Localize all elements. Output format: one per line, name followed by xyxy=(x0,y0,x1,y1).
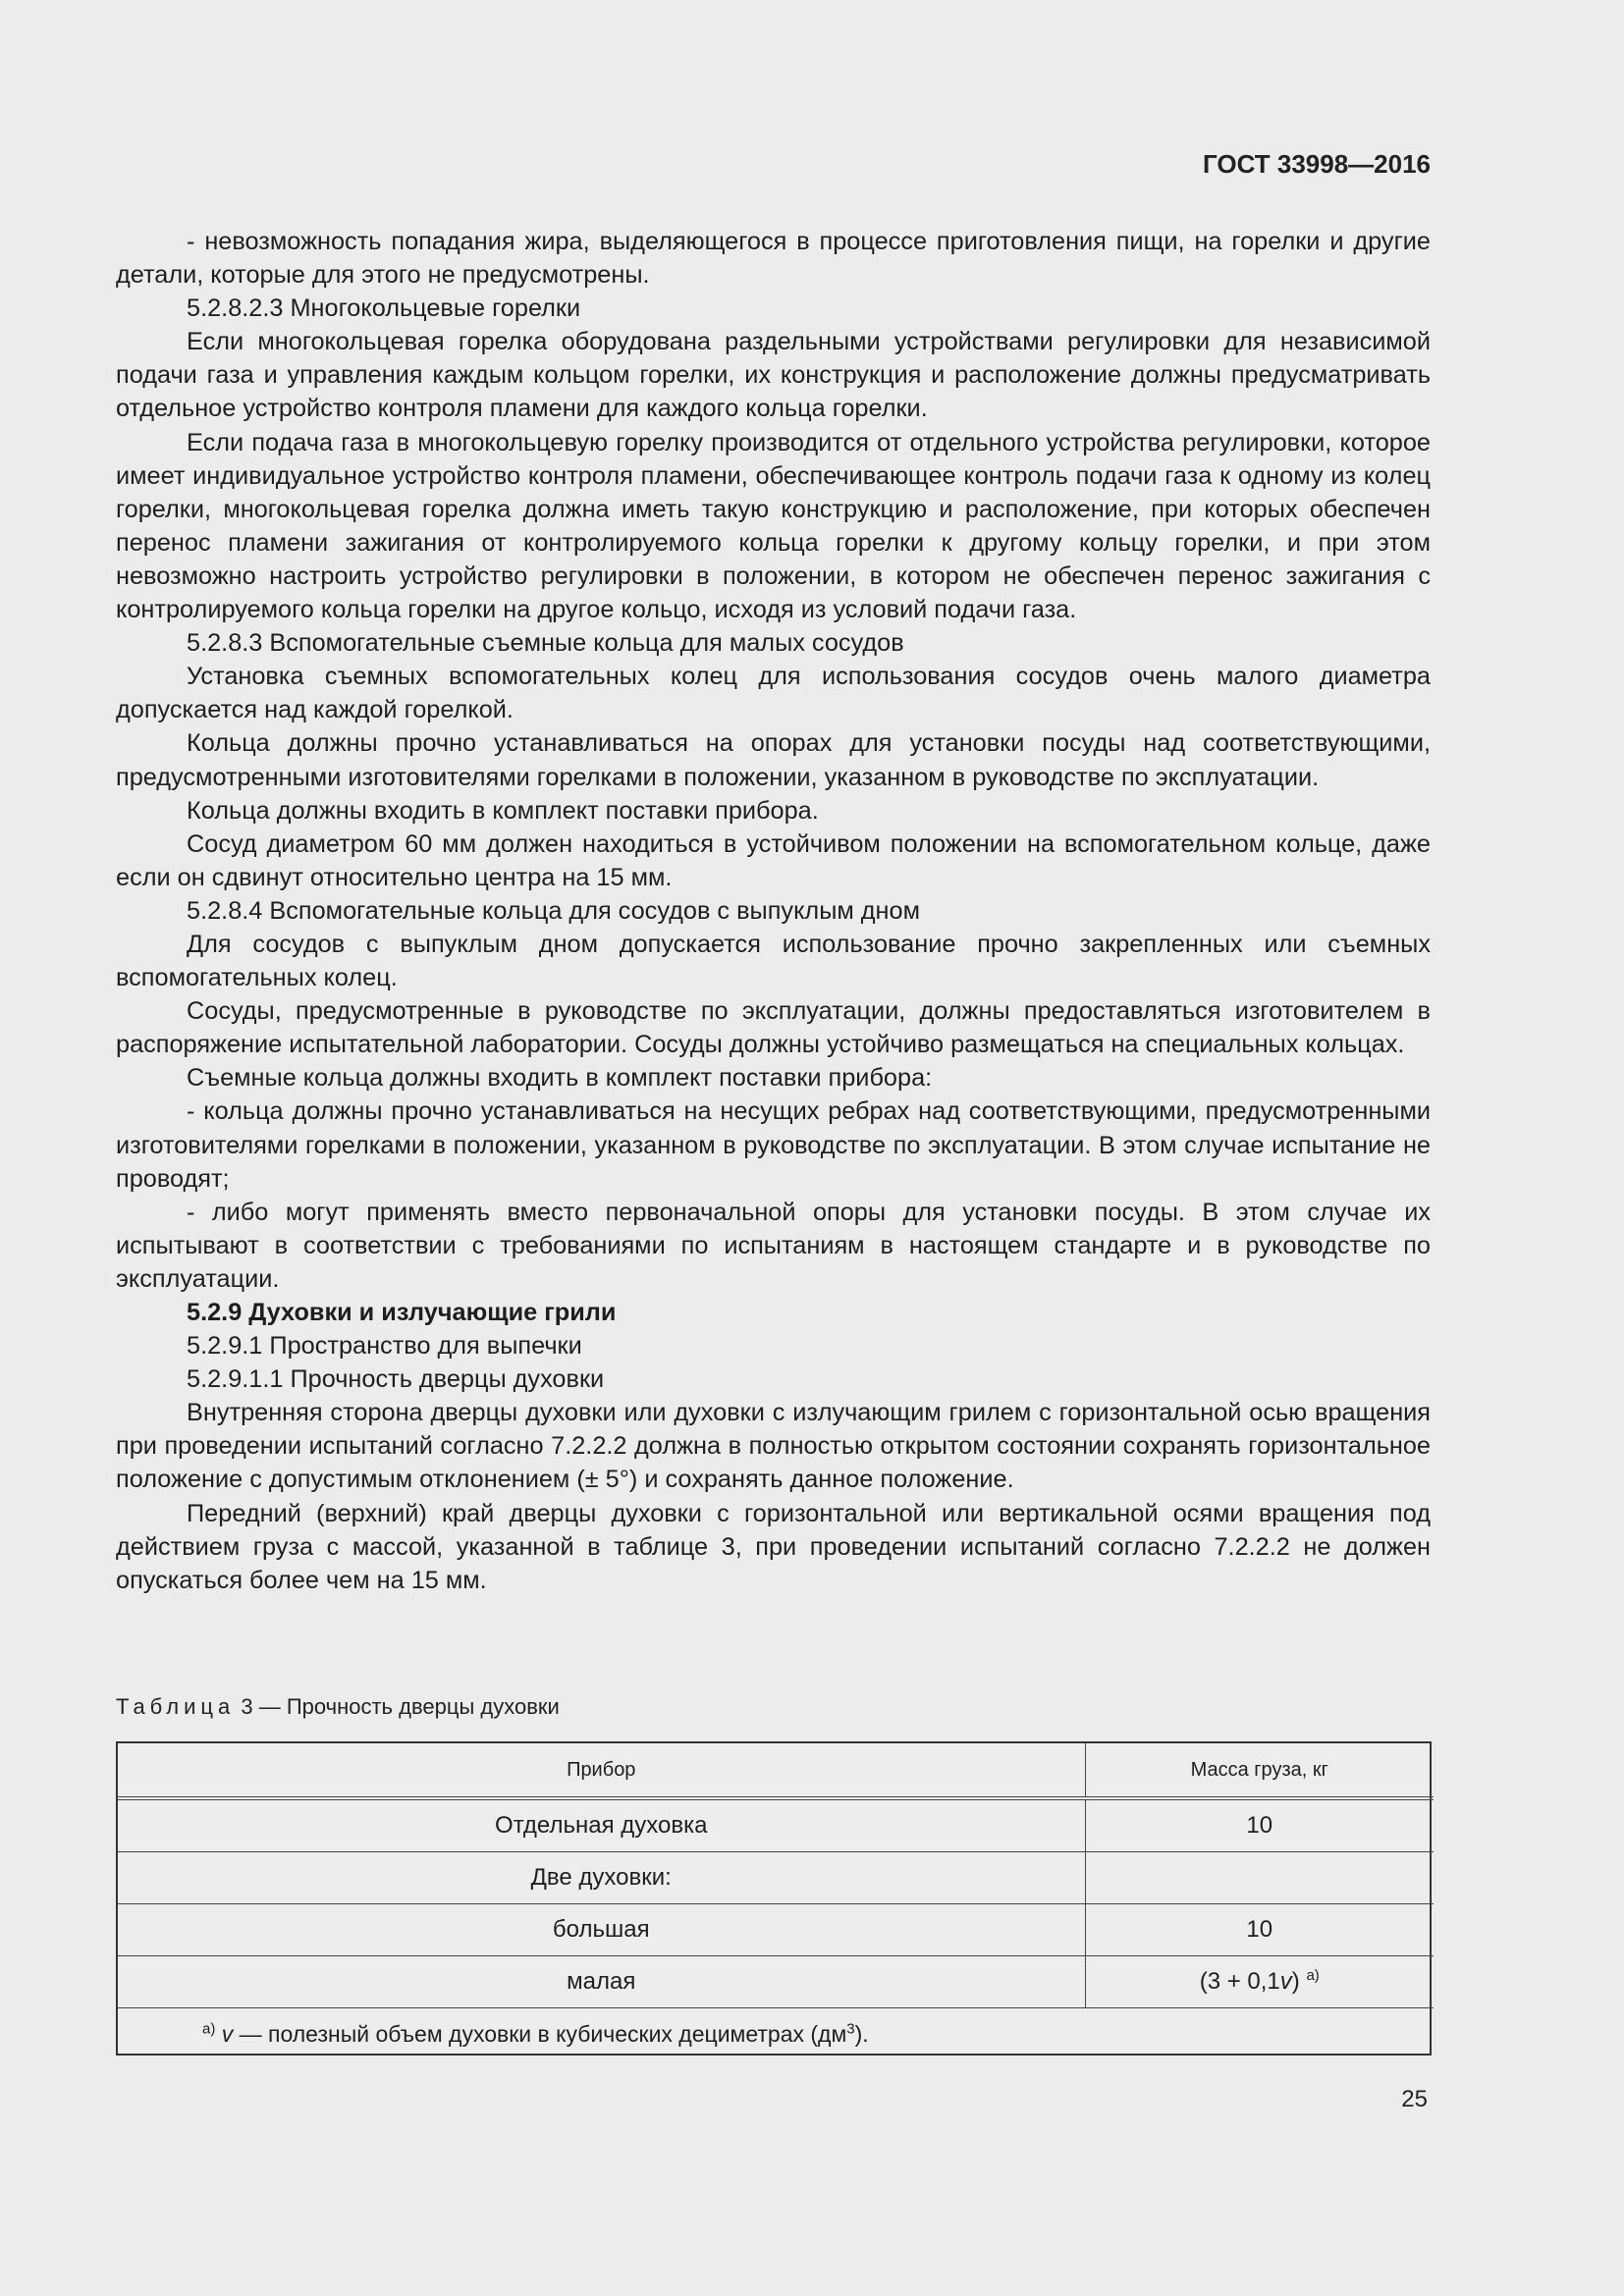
paragraph-vessels-lab: Сосуды, предусмотренные в руководстве по эксплуатации, должны предоставляться изготовителем в распоряжение испытательной лаборатории. Сосуды должны устойчиво размещаться на специальных кольцах. xyxy=(116,997,1431,1059)
table-cell-mass-formula xyxy=(1085,1956,1434,2008)
table-cell-mass: 10 xyxy=(1085,1798,1434,1852)
table-row xyxy=(118,1798,1434,1852)
paragraph-rings-ribs: - кольца должны прочно устанавливаться на несущих ребрах над соответствующими, предусмотренными изготовителями горелками в положении, указанном в руководстве по эксплуатации. В этом случае испытание не проводят; xyxy=(116,1097,1431,1193)
formula-open: (3 + 0,1 xyxy=(1199,1968,1280,1995)
table-footnote-row xyxy=(118,2008,1434,2060)
table-cell-mass xyxy=(1085,1852,1434,1904)
table-cell-device: малая xyxy=(118,1956,1085,2008)
paragraph-vessel-60mm: Сосуд диаметром 60 мм должен находиться в устойчивом положении на вспомогательном кольце, даже если он сдвинут относительно центра на 15 мм. xyxy=(116,829,1431,891)
table-row xyxy=(118,1852,1434,1904)
heading-5-2-9-1: 5.2.9.1 Пространство для выпечки xyxy=(187,1332,582,1361)
table-caption xyxy=(116,1692,560,1722)
footnote-unit-power: 3 xyxy=(846,2019,855,2037)
heading-5-2-8-3: 5.2.8.3 Вспомогательные съемные кольца для малых сосудов xyxy=(187,629,904,658)
paragraph-door-load: Передний (верхний) край дверцы духовки с горизонтальной или вертикальной осями вращения под действием груза с массой, указанной в таблице 3, при проведении испытаний согласно 7.2.2.2 не должен опускаться более чем на 15 мм. xyxy=(116,1499,1431,1594)
table-cell-mass: 10 xyxy=(1085,1904,1434,1956)
formula-close: ) xyxy=(1291,1968,1300,1995)
footnote-end: ). xyxy=(854,2020,869,2047)
paragraph-single-control: Если подача газа в многокольцевую горелку производится от отдельного устройства регулировки, которое имеет индивидуальное устройство контроля пламени, обеспечивающее контроль подачи газа к одному из колец горелки, многокольцевая горелка должна иметь такую конструкцию и расположение, при которых обеспечен перенос пламени зажигания от контролируемого кольца горелки к другому кольцу горелки, и при этом невозможно настроить устройство регулировки в положении, в котором не обеспечен перенос зажигания с контролируемого кольца горелки на другое кольцо, исходя из условий подачи газа. xyxy=(116,428,1431,624)
table-row xyxy=(118,1956,1434,2008)
table-cell-device: большая xyxy=(118,1904,1085,1956)
heading-5-2-8-4: 5.2.8.4 Вспомогательные кольца для сосудов с выпуклым дном xyxy=(187,896,920,925)
footnote-text: — полезный объем духовки в кубических дециметрах (дм xyxy=(233,2020,847,2047)
footnote-mark: a) xyxy=(202,2019,216,2037)
oven-door-table xyxy=(116,1741,1432,2056)
table-footnote xyxy=(118,2008,1434,2060)
paragraph-grease-note: - невозможность попадания жира, выделяющегося в процессе приготовления пищи, на горелки и другие детали, которые для этого не предусмотрены. xyxy=(116,228,1431,290)
heading-5-2-9-1-1: 5.2.9.1.1 Прочность дверцы духовки xyxy=(187,1365,605,1394)
table-caption-label: Таблица xyxy=(116,1694,236,1719)
paragraph-removable-rings: Съемные кольца должны входить в комплект поставки прибора: xyxy=(187,1064,933,1093)
document-code: ГОСТ 33998—2016 xyxy=(1203,149,1431,179)
page-number: 25 xyxy=(1401,2086,1428,2112)
heading-5-2-8-2-3: 5.2.8.2.3 Многокольцевые горелки xyxy=(187,294,581,323)
table-caption-text: 3 — Прочность дверцы духовки xyxy=(235,1694,560,1719)
body-text xyxy=(116,225,1431,1597)
paragraph-rings-replace: - либо могут применять вместо первоначальной опоры для установки посуды. В этом случае их испытывают в соответствии с требованиями по испытаниям в настоящем стандарте и в руководстве по эксплуатации. xyxy=(116,1198,1431,1293)
heading-5-2-9: 5.2.9 Духовки и излучающие грили xyxy=(187,1299,617,1326)
paragraph-separate-control: Если многокольцевая горелка оборудована раздельными устройствами регулировки для независимой подачи газа и управления каждым кольцом горелки, их конструкция и расположение должны предусматривать отдельное устройство контроля пламени для каждого кольца горелки. xyxy=(116,328,1431,423)
paragraph-convex-rings: Для сосудов с выпуклым дном допускается использование прочно закрепленных или съемных вспомогательных колец. xyxy=(116,930,1431,992)
table-cell-device: Отдельная духовка xyxy=(118,1798,1085,1852)
table-cell-device: Две духовки: xyxy=(118,1852,1085,1904)
paragraph-rings-fixing: Кольца должны прочно устанавливаться на опорах для установки посуды над соответствующими, предусмотренными изготовителями горелками в положении, указанном в руководстве по эксплуатации. xyxy=(116,729,1431,791)
table-header-row xyxy=(118,1743,1434,1798)
formula-variable: v xyxy=(1279,1968,1292,1995)
formula-footnote-mark: a) xyxy=(1306,1967,1320,1984)
table-header-device: Прибор xyxy=(118,1743,1085,1798)
paragraph-door-horizontal: Внутренняя сторона дверцы духовки или духовки с излучающим грилем с горизонтальной осью вращения при проведении испытаний согласно 7.2.2.2 должна в полностью открытом состоянии сохранять горизонтальное положение с допустимым отклонением (± 5°) и сохранять данное положение. xyxy=(116,1399,1431,1494)
paragraph-rings-delivery: Кольца должны входить в комплект поставки прибора. xyxy=(187,796,819,825)
paragraph-rings-install: Установка съемных вспомогательных колец для использования сосудов очень малого диаметра допускается над каждой горелкой. xyxy=(116,663,1431,724)
table-header-mass: Масса груза, кг xyxy=(1085,1743,1434,1798)
table-row xyxy=(118,1904,1434,1956)
footnote-variable: v xyxy=(221,2020,234,2047)
